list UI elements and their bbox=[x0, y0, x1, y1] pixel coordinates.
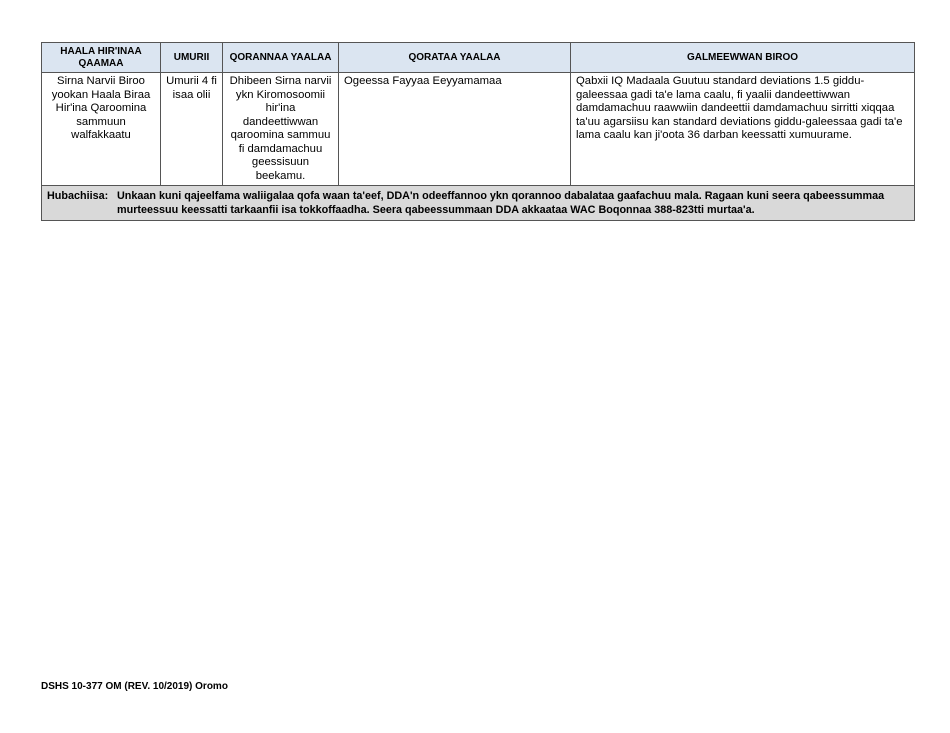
cell-condition: Sirna Narvii Biroo yookan Haala Biraa Hir'ina Qaroomina sammuun walfakkaatu bbox=[42, 73, 161, 186]
header-other-records: GALMEEWWAN BIROO bbox=[571, 43, 915, 73]
cell-age: Umurii 4 fi isaa olii bbox=[161, 73, 223, 186]
header-evaluator: QORATAA YAALAA bbox=[339, 43, 571, 73]
cell-evaluation: Dhibeen Sirna narvii ykn Kiromosoomii hir'ina dandeettiwwan qaroomina sammuu fi damdamachuu geessisuun beekamu. bbox=[223, 73, 339, 186]
header-condition: HAALA HIR'INAA QAAMAA bbox=[42, 43, 161, 73]
note-label: Hubachiisa: bbox=[47, 190, 109, 202]
note-row bbox=[42, 186, 915, 221]
cell-other-records: Qabxii IQ Madaala Guutuu standard deviations 1.5 giddu-galeessaa gadi ta'e lama caalu, fi yaalii dandeettiwwan damdamachuu raawwiin dandeettii damdamachuu sirritti xiqqaa ta'uu agarsiisu kan standard deviations giddu-galeessaa gadi ta'e lama caalu kan ji'oota 36 darban keessatti xumuurame. bbox=[571, 73, 915, 186]
header-age: UMURII bbox=[161, 43, 223, 73]
header-evaluation: QORANNAA YAALAA bbox=[223, 43, 339, 73]
cell-evaluator: Ogeessa Fayyaa Eeyyamamaa bbox=[339, 73, 571, 186]
note-text: Unkaan kuni qajeelfama waliigalaa qofa waan ta'eef, DDA'n odeeffannoo ykn qorannoo dabalataa gaafachuu mala. Ragaan kuni seera qabeessummaa murteessuu keessatti tarkaanfii isa tokkoffaadha. Seera qabeessummaan DDA akkaataa WAC Boqonnaa 388-823tti murtaa'a. bbox=[117, 190, 885, 216]
table-header-row bbox=[42, 43, 915, 73]
form-footer: DSHS 10-377 OM (REV. 10/2019) Oromo bbox=[41, 681, 228, 692]
eligibility-table bbox=[41, 42, 915, 221]
table-row bbox=[42, 73, 915, 186]
